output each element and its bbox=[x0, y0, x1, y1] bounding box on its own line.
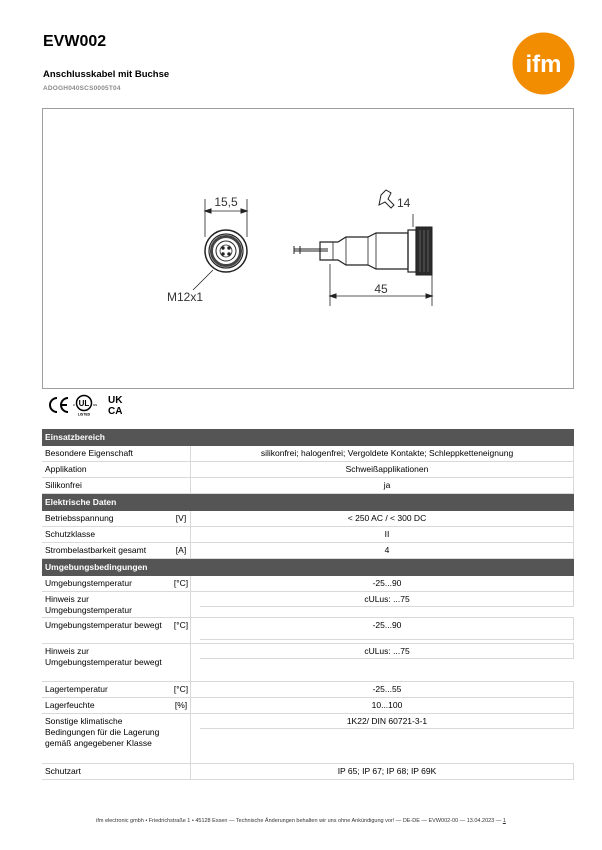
svg-text:LISTED: LISTED bbox=[77, 412, 91, 417]
spec-row bbox=[42, 764, 574, 780]
cell-divider bbox=[190, 682, 191, 697]
cell-divider bbox=[573, 511, 574, 527]
spec-value: 1K22/ DIN 60721-3-1 bbox=[346, 716, 428, 726]
spec-unit bbox=[172, 764, 190, 766]
cell-divider bbox=[190, 618, 191, 643]
product-title: EVW002 bbox=[43, 33, 107, 50]
spec-unit: [A] bbox=[175, 545, 187, 555]
spec-value-cell bbox=[200, 478, 574, 494]
spec-unit: [°C] bbox=[173, 578, 189, 588]
spec-unit: [°C] bbox=[173, 620, 189, 630]
ukca-mark-icon bbox=[108, 395, 123, 417]
page-number: 1 bbox=[502, 818, 506, 824]
spec-label: Strombelastbarkeit gesamt bbox=[45, 545, 147, 555]
spec-row bbox=[42, 543, 574, 559]
svg-text:UL: UL bbox=[78, 399, 90, 408]
spec-label: Hinweis zur Umgebungstemperatur bbox=[45, 594, 132, 615]
wrench-icon bbox=[379, 190, 394, 208]
spec-unit: [°C] bbox=[173, 684, 189, 694]
thread-label: M12x1 bbox=[167, 290, 204, 304]
cell-divider bbox=[573, 478, 574, 494]
cell-divider bbox=[190, 576, 191, 591]
cell-divider bbox=[573, 543, 574, 559]
spec-value-cell bbox=[200, 698, 574, 714]
diameter-label: 15,5 bbox=[214, 195, 238, 209]
cell-divider bbox=[573, 527, 574, 543]
spec-value-cell bbox=[200, 764, 574, 780]
cell-divider bbox=[573, 618, 574, 640]
certification-marks bbox=[46, 393, 136, 417]
spec-value-cell bbox=[200, 592, 574, 607]
spec-value-cell bbox=[200, 446, 574, 462]
spec-value: -25...55 bbox=[372, 684, 402, 694]
spec-label: Schutzart bbox=[45, 766, 81, 776]
spec-unit bbox=[172, 462, 190, 464]
spec-unit: [V] bbox=[175, 513, 187, 523]
spec-label: Lagertemperatur bbox=[45, 684, 108, 694]
dimension-drawing bbox=[42, 108, 574, 389]
logo-text: ifm bbox=[525, 51, 562, 78]
spec-value: IP 65; IP 67; IP 68; IP 69K bbox=[337, 766, 437, 776]
svg-text:c: c bbox=[73, 402, 75, 407]
connector-front-view bbox=[193, 199, 247, 290]
spec-value: < 250 AC / < 300 DC bbox=[347, 513, 427, 523]
cell-divider bbox=[573, 644, 574, 659]
cell-divider bbox=[573, 462, 574, 478]
length-label: 45 bbox=[374, 282, 388, 296]
spec-unit bbox=[172, 527, 190, 529]
spec-row bbox=[42, 698, 574, 714]
section-header: Einsatzbereich bbox=[42, 429, 574, 446]
wrench-size-label: 14 bbox=[397, 196, 411, 210]
product-subtitle: Anschlusskabel mit Buchse bbox=[43, 69, 170, 80]
cell-divider bbox=[190, 764, 191, 779]
spec-row bbox=[42, 618, 574, 644]
section-header: Elektrische Daten bbox=[42, 494, 574, 511]
spec-value: 10...100 bbox=[371, 700, 403, 710]
ifm-logo bbox=[512, 32, 575, 95]
cell-divider bbox=[190, 478, 191, 493]
spec-value: cULus: ...75 bbox=[364, 594, 410, 604]
section-header: Umgebungsbedingungen bbox=[42, 559, 574, 576]
spec-label: Sonstige klimatische Bedingungen für die Lagerung gemäß angegebener Klasse bbox=[45, 716, 160, 748]
spec-label: Schutzklasse bbox=[45, 529, 96, 539]
spec-value: cULus: ...75 bbox=[364, 646, 410, 656]
cell-divider bbox=[190, 511, 191, 526]
spec-unit bbox=[172, 592, 190, 594]
spec-value-cell bbox=[200, 576, 574, 592]
spec-unit bbox=[172, 644, 190, 646]
spec-row bbox=[42, 644, 574, 682]
spec-value-cell bbox=[200, 682, 574, 698]
spec-row bbox=[42, 682, 574, 698]
spec-label: Betriebsspannung bbox=[45, 513, 114, 523]
spec-label: Umgebungstemperatur bewegt bbox=[45, 620, 162, 630]
connector-side-view bbox=[294, 190, 432, 306]
cell-divider bbox=[190, 592, 191, 617]
spec-value-cell bbox=[200, 511, 574, 527]
spec-value-cell bbox=[200, 543, 574, 559]
spec-unit bbox=[172, 714, 190, 716]
cell-divider bbox=[190, 462, 191, 477]
cell-divider bbox=[190, 644, 191, 681]
cell-divider bbox=[573, 446, 574, 462]
spec-label: Hinweis zur Umgebungstemperatur bewegt bbox=[45, 646, 162, 667]
cell-divider bbox=[190, 543, 191, 558]
spec-row bbox=[42, 478, 574, 494]
cell-divider bbox=[573, 576, 574, 592]
spec-row bbox=[42, 446, 574, 462]
spec-row bbox=[42, 462, 574, 478]
spec-unit bbox=[172, 478, 190, 480]
spec-value-cell bbox=[200, 714, 574, 729]
ce-mark-icon bbox=[50, 398, 68, 412]
cell-divider bbox=[190, 714, 191, 763]
cell-divider bbox=[573, 698, 574, 714]
spec-unit: [%] bbox=[174, 700, 188, 710]
spec-row bbox=[42, 576, 574, 592]
spec-value: -25...90 bbox=[372, 578, 402, 588]
svg-text:UK: UK bbox=[108, 395, 123, 406]
page-footer bbox=[0, 818, 602, 824]
cell-divider bbox=[190, 698, 191, 713]
spec-label: Besondere Eigenschaft bbox=[45, 448, 133, 458]
cell-divider bbox=[573, 764, 574, 780]
spec-value: silikonfrei; halogenfrei; Vergoldete Kontakte; Schleppketteneignung bbox=[260, 448, 514, 458]
cell-divider bbox=[573, 592, 574, 607]
ul-listed-icon bbox=[73, 396, 97, 417]
spec-value: 4 bbox=[384, 545, 390, 555]
spec-row bbox=[42, 714, 574, 764]
spec-label: Umgebungstemperatur bbox=[45, 578, 132, 588]
spec-value: -25...90 bbox=[372, 620, 402, 630]
article-number: ADOGH040SCS0005T04 bbox=[43, 85, 121, 92]
spec-row bbox=[42, 511, 574, 527]
spec-value-cell bbox=[200, 527, 574, 543]
spec-value: ja bbox=[383, 480, 391, 490]
spec-value-cell bbox=[200, 462, 574, 478]
spec-value: II bbox=[384, 529, 390, 539]
spec-value-cell bbox=[200, 618, 574, 640]
svg-text:us: us bbox=[92, 402, 98, 407]
cell-divider bbox=[190, 527, 191, 542]
spec-table bbox=[42, 429, 574, 780]
spec-row bbox=[42, 592, 574, 618]
footer-text: ifm electronic gmbh • Friedrichstraße 1 • 45128 Essen — Technische Änderungen behalten wir uns ohne Ankündigung vor! — DE-DE — EVW002-00 — 13.04.2023 — bbox=[96, 818, 502, 824]
spec-value: Schweißapplikationen bbox=[345, 464, 429, 474]
svg-text:CA: CA bbox=[108, 406, 123, 417]
spec-row bbox=[42, 527, 574, 543]
spec-label: Lagerfeuchte bbox=[45, 700, 95, 710]
spec-label: Silikonfrei bbox=[45, 480, 82, 490]
spec-value-cell bbox=[200, 644, 574, 659]
spec-label: Applikation bbox=[45, 464, 87, 474]
cell-divider bbox=[190, 446, 191, 461]
spec-unit bbox=[172, 446, 190, 448]
cell-divider bbox=[573, 714, 574, 729]
cell-divider bbox=[573, 682, 574, 698]
